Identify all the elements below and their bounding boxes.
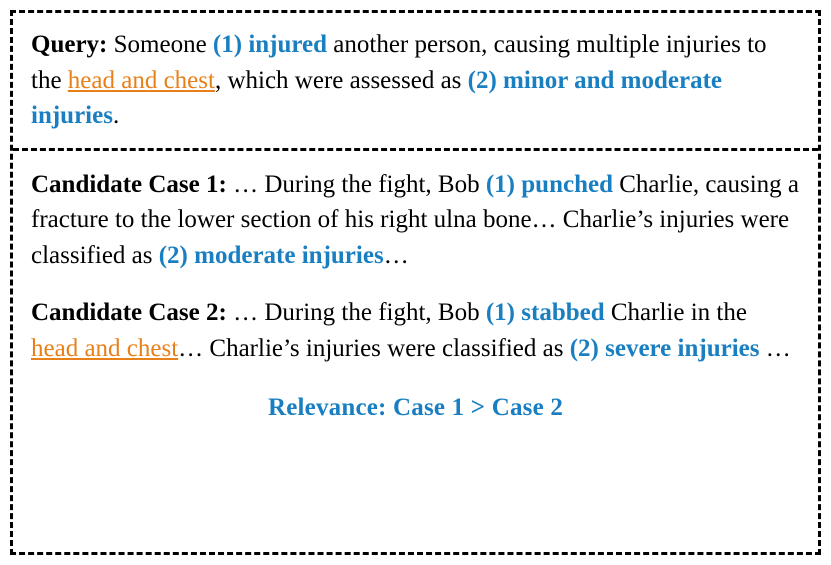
candidate-1-highlight-2: (2) moderate injuries — [158, 241, 384, 269]
candidate-1-text-2: Charlie, causing a fracture to the lower section of his right ulna bone… Charlie’s injuries were classified as — [31, 170, 800, 269]
candidate-2-text-1: … During the fight, Bob — [226, 299, 486, 326]
candidate-2-highlight-1: (1) stabbed — [485, 299, 605, 326]
candidate-2-text-2: Charlie in the — [604, 299, 747, 326]
query-highlight-1: (1) injured — [212, 31, 328, 58]
candidate-2-underlined-1: head and chest — [31, 334, 179, 362]
query-text-2: another person, causing multiple injuries to the — [31, 31, 767, 94]
query-panel — [13, 13, 818, 151]
candidate-2-text-4: … — [759, 334, 791, 362]
candidate-2-highlight-2: (2) severe injuries — [569, 334, 760, 362]
candidate-1-text-1: … During the fight, Bob — [226, 170, 486, 198]
candidate-1-paragraph — [31, 167, 800, 274]
candidate-1-text-3: … — [383, 241, 409, 269]
candidate-2-label: Candidate Case 2: — [31, 299, 227, 326]
query-underlined-1: head and chest — [67, 66, 215, 94]
candidate-2-paragraph — [31, 295, 800, 366]
query-text-1: Someone — [107, 31, 213, 58]
query-text-4: . — [112, 102, 120, 129]
query-label: Query: — [31, 31, 108, 58]
figure-container — [10, 10, 821, 555]
relevance-statement: Relevance: Case 1 > Case 2 — [267, 394, 564, 421]
candidate-1-highlight-1: (1) punched — [485, 170, 613, 198]
candidates-panel — [13, 151, 818, 553]
query-text-3: , which were assessed as — [214, 66, 468, 94]
candidate-1-label: Candidate Case 1: — [31, 170, 227, 198]
query-highlight-2: (2) minor and moderate injuries — [31, 66, 723, 129]
candidate-2-text-3: … Charlie’s injuries were classified as — [178, 334, 570, 362]
query-paragraph — [31, 27, 800, 134]
